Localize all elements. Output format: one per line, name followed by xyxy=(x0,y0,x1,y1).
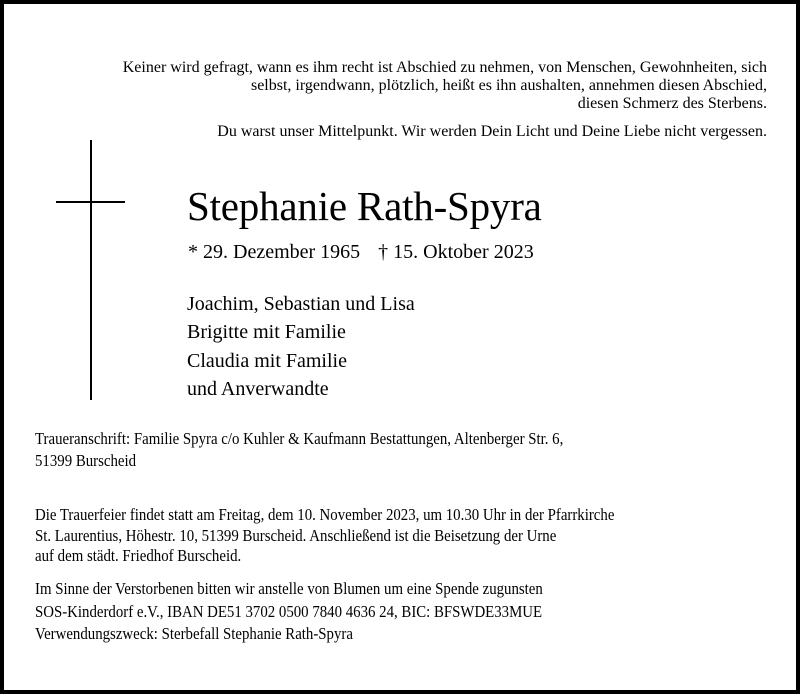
address-line: 51399 Burscheid xyxy=(35,451,137,470)
donation-info xyxy=(35,578,543,646)
deceased-name: Stephanie Rath-Spyra xyxy=(187,183,542,229)
ceremony-line: St. Laurentius, Höhestr. 10, 51399 Burscheid. Anschließend ist die Beisetzung der Urne xyxy=(35,525,557,545)
mourner-item: Claudia mit Familie xyxy=(187,349,347,372)
ceremony-line: Die Trauerfeier findet statt am Freitag, dem 10. November 2023, um 10.30 Uhr in der Pfarrkirche xyxy=(35,505,615,524)
cross-horizontal-bar xyxy=(56,201,125,203)
death-date: † 15. Oktober 2023 xyxy=(378,241,534,263)
donation-line: Verwendungszweck: Sterbefall Stephanie Rath-Spyra xyxy=(35,624,353,643)
mourner-item: Joachim, Sebastian und Lisa xyxy=(187,293,415,315)
mourners-list xyxy=(187,290,415,403)
donation-line: SOS-Kinderdorf e.V., IBAN DE51 3702 0500 7840 4636 24, BIC: BFSWDE33MUE xyxy=(35,601,543,621)
ceremony-line: auf dem städt. Friedhof Burscheid. xyxy=(35,546,242,565)
motto-text: Du warst unser Mittelpunkt. Wir werden Dein Licht und Deine Liebe nicht vergessen. xyxy=(217,123,767,140)
birth-date: * 29. Dezember 1965 xyxy=(188,241,361,263)
ceremony-info xyxy=(35,505,614,567)
quote-line: selbst, irgendwann, plötzlich, heißt es ihn aushalten, annehmen diesen Abschied, xyxy=(250,77,767,94)
mourning-address xyxy=(35,428,563,472)
quote-line: Keiner wird gefragt, wann es ihm recht ist Abschied zu nehmen, von Menschen, Gewohnheiten, sich xyxy=(122,59,767,76)
donation-line: Im Sinne der Verstorbenen bitten wir anstelle von Blumen um eine Spende zugunsten xyxy=(35,579,543,598)
mourner-item: Brigitte mit Familie xyxy=(187,321,346,344)
opening-quote xyxy=(7,59,767,113)
cross-vertical-bar xyxy=(90,140,92,400)
quote-line: diesen Schmerz des Sterbens. xyxy=(577,95,767,112)
life-dates xyxy=(188,240,534,264)
mourner-item: und Anverwandte xyxy=(187,377,329,400)
address-line: Traueranschrift: Familie Spyra c/o Kuhler & Kaufmann Bestattungen, Altenberger Str. 6, xyxy=(35,429,564,448)
